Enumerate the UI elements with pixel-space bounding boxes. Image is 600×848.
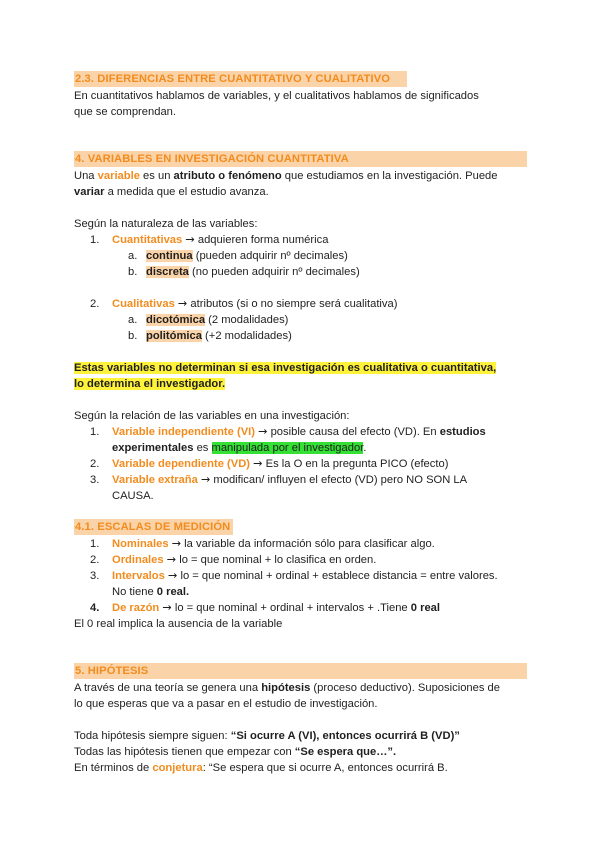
list-item: 2. Cualitativas → atributos (si o no siempre será cualitativa) xyxy=(90,297,398,310)
paragraph-line: que se comprendan. xyxy=(74,106,176,118)
paragraph-line: Toda hipótesis siempre siguen: “Si ocurre A (VI), entonces ocurrirá B (VD)” xyxy=(74,730,460,742)
list-item-continuation: No tiene 0 real. xyxy=(112,586,190,598)
paragraph-line: El 0 real implica la ausencia de la variable xyxy=(74,618,283,630)
sub-list-item: a. dicotómica (2 modalidades) xyxy=(128,314,289,326)
list-item-continuation: CAUSA. xyxy=(112,490,154,502)
sub-list-item: a. continua (pueden adquirir nº decimales) xyxy=(128,250,348,262)
paragraph-line: Según la naturaleza de las variables: xyxy=(74,218,258,230)
paragraph-line: Según la relación de las variables en una investigación: xyxy=(74,410,350,422)
paragraph-line: A través de una teoría se genera una hipótesis (proceso deductivo). Suposiciones de xyxy=(74,682,501,694)
list-item: 2. Variable dependiente (VD) → Es la O en la pregunta PICO (efecto) xyxy=(90,457,449,470)
highlighted-note: Estas variables no determinan si esa investigación es cualitativa o cuantitativa, xyxy=(74,362,497,374)
paragraph-line: Todas las hipótesis tienen que empezar con “Se espera que…”. xyxy=(74,746,397,758)
list-item: 1. Nominales → la variable da información sólo para clasificar algo. xyxy=(90,537,435,550)
list-item: 4. De razón → lo = que nominal + ordinal + intervalos + .Tiene 0 real xyxy=(90,601,441,614)
highlighted-note: lo determina el investigador. xyxy=(74,378,226,390)
sub-list-item: b. discreta (no pueden adquirir nº decimales) xyxy=(128,266,360,278)
paragraph-line: variar a medida que el estudio avanza. xyxy=(74,186,269,198)
list-item: 3. Intervalos → lo = que nominal + ordinal + establece distancia = entre valores. xyxy=(90,569,498,582)
list-item-continuation: experimentales es manipulada por el investigador. xyxy=(112,442,367,454)
section-heading-4-1: 4.1. ESCALAS DE MEDICIÓN xyxy=(74,519,233,535)
list-item: 3. Variable extraña → modifican/ influyen el efecto (VD) pero NO SON LA xyxy=(90,473,468,486)
paragraph-line: En cuantitativos hablamos de variables, y el cualitativos hablamos de significados xyxy=(74,90,479,102)
section-heading-4: 4. VARIABLES EN INVESTIGACIÓN CUANTITATIVA xyxy=(74,151,527,167)
sub-list-item: b. politómica (+2 modalidades) xyxy=(128,330,292,342)
paragraph-line: Una variable es un atributo o fenómeno que estudiamos en la investigación. Puede xyxy=(74,170,498,182)
section-heading-2-3: 2.3. DIFERENCIAS ENTRE CUANTITATIVO Y CUALITATIVO xyxy=(74,71,407,87)
list-item: 1. Variable independiente (VI) → posible causa del efecto (VD). En estudios xyxy=(90,425,486,438)
list-item: 2. Ordinales → lo = que nominal + lo clasifica en orden. xyxy=(90,553,377,566)
list-item: 1. Cuantitativas → adquieren forma numérica xyxy=(90,233,329,246)
paragraph-line: En términos de conjetura: “Se espera que si ocurre A, entonces ocurrirá B. xyxy=(74,762,448,774)
paragraph-line: lo que esperas que va a pasar en el estudio de investigación. xyxy=(74,698,378,710)
section-heading-5: 5. HIPÓTESIS xyxy=(74,663,527,679)
